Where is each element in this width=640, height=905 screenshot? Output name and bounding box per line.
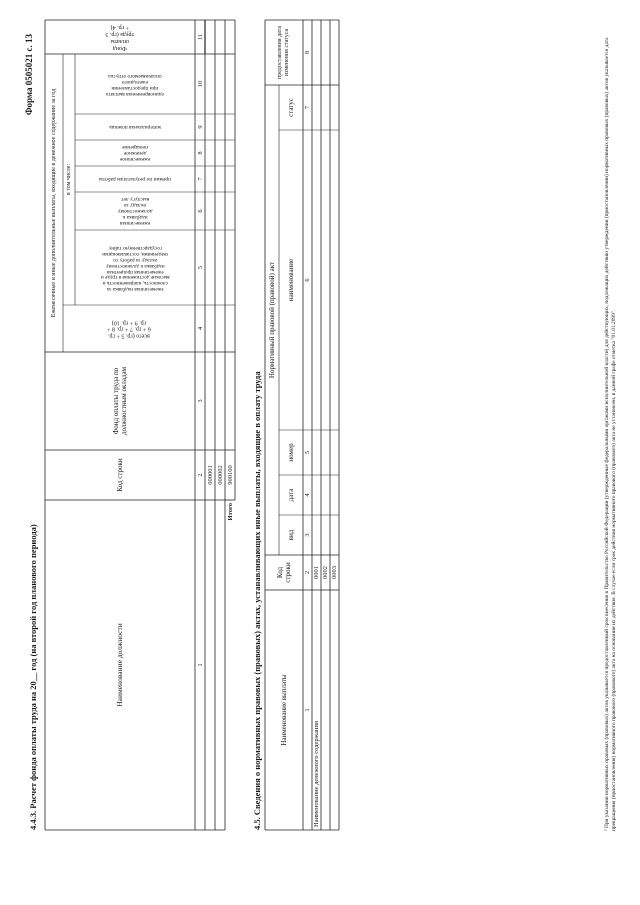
col-num-2: 2: [304, 570, 311, 575]
col-num-6: 6: [304, 278, 311, 282]
header-status: статус: [286, 98, 295, 117]
header-line-code: Код строки: [115, 458, 124, 492]
line-code-cell: 000001: [206, 465, 214, 485]
header-payment-name: Наименование выплаты: [279, 674, 288, 746]
header-col9: материальная помощь: [109, 124, 161, 131]
col-num-8: 8: [196, 151, 204, 155]
col-num-3: 3: [304, 533, 311, 537]
header-extra-payments: Ежемесячные и иные дополнительные выплаты, входящие в денежное содержание за год: [50, 88, 57, 318]
header-position: Наименование должности: [114, 623, 124, 707]
line-code-cell: 000002: [216, 465, 224, 485]
header-kind: вид: [286, 529, 295, 541]
header-wage-fund: Фонд оплаты труда (гр. 3 + гр. 4): [105, 24, 135, 51]
header-col8: ежемесячное денежное поощрение: [119, 143, 151, 163]
header-col7: премии по результатам работы: [98, 176, 172, 183]
total-label: Итого: [226, 503, 234, 521]
payment-name-cell[interactable]: [321, 590, 330, 830]
payment-name-cell[interactable]: [330, 590, 339, 830]
line-code-cell: 0003: [331, 566, 338, 579]
col-num-6: 6: [196, 209, 204, 213]
payment-name-cell[interactable]: Наименование денежного содержания: [313, 721, 320, 827]
col-num-3: 3: [196, 399, 204, 403]
header-status-date: предоставления дата изменения статуса: [277, 25, 290, 80]
col-num-4: 4: [304, 493, 311, 497]
col-num-8: 8: [304, 50, 311, 55]
line-code-cell: 0001: [313, 566, 320, 579]
total-line-code: 900100: [226, 465, 234, 485]
header-act-name: наименование: [286, 258, 295, 302]
col-num-4: 4: [196, 326, 204, 331]
header-col6: ежемесячная надбавка к должностному окладу за выслугу лет: [117, 195, 153, 227]
header-salary-fund: Фонд оплаты труда по должностным окладам: [111, 366, 128, 436]
header-act: Нормативный правовой (правовой) акт: [267, 261, 276, 379]
header-col5: ежемесячная надбавка за сложность, напряженность и высокие достижения в труде и ежемесячная процентная надбавка к должностному окладу за работу со сведениями, составляющими государственную тайну: [100, 245, 170, 292]
header-col10: единовременная выплата при предоставлении ежегодного оплачиваемого отпуска: [106, 73, 164, 97]
col-num-1: 1: [196, 663, 204, 667]
col-num-10: 10: [196, 80, 204, 88]
footnote: ³ При указании нормативных правовых (правовых) актов указывается предоставленный срок внесения в Правительство Российской Федерации (утвержденные федеральными органами исполнительной власти) для действующих, подлежащих действию утверждении (приостановлении) нормативных правовых (правовых) актов указывается дата прекращения (приостановления) нормативного правового (правового) акта на основании их действия. В случае если срок действия нормативного правового (правового) акта не установлен, в данной графе отметка "01.01.2099".: [604, 37, 617, 831]
col-num-1: 1: [304, 708, 311, 712]
line-code-cell: 0002: [322, 566, 329, 579]
col-num-5: 5: [196, 265, 204, 270]
header-date: дата: [286, 488, 295, 502]
col-num-11: 11: [196, 33, 204, 41]
header-including: в том числе:: [65, 163, 72, 196]
header-line-code-45: Код строки: [275, 562, 292, 583]
form-code: Форма 0505021 с. 13: [24, 34, 34, 116]
section-443-title: 4.4.3. Расчет фонда оплаты труда на 20__ год (на второй год планового периода): [28, 524, 38, 830]
col-num-9: 9: [196, 125, 204, 129]
header-number: номер: [286, 443, 295, 462]
col-num-2: 2: [196, 473, 204, 477]
section-45-title: 4.5. Сведения о нормативных правовых (правовых) актах, устанавливающих иные выплаты, входящие в оплату труда: [252, 371, 262, 830]
col-num-5: 5: [304, 450, 311, 455]
col-num-7: 7: [304, 105, 311, 110]
col-num-7: 7: [196, 177, 204, 181]
header-total: всего (гр. 5 + гр. 6 + гр. 7 + гр. 8 + гр. 9 + гр. 10): [107, 319, 151, 339]
